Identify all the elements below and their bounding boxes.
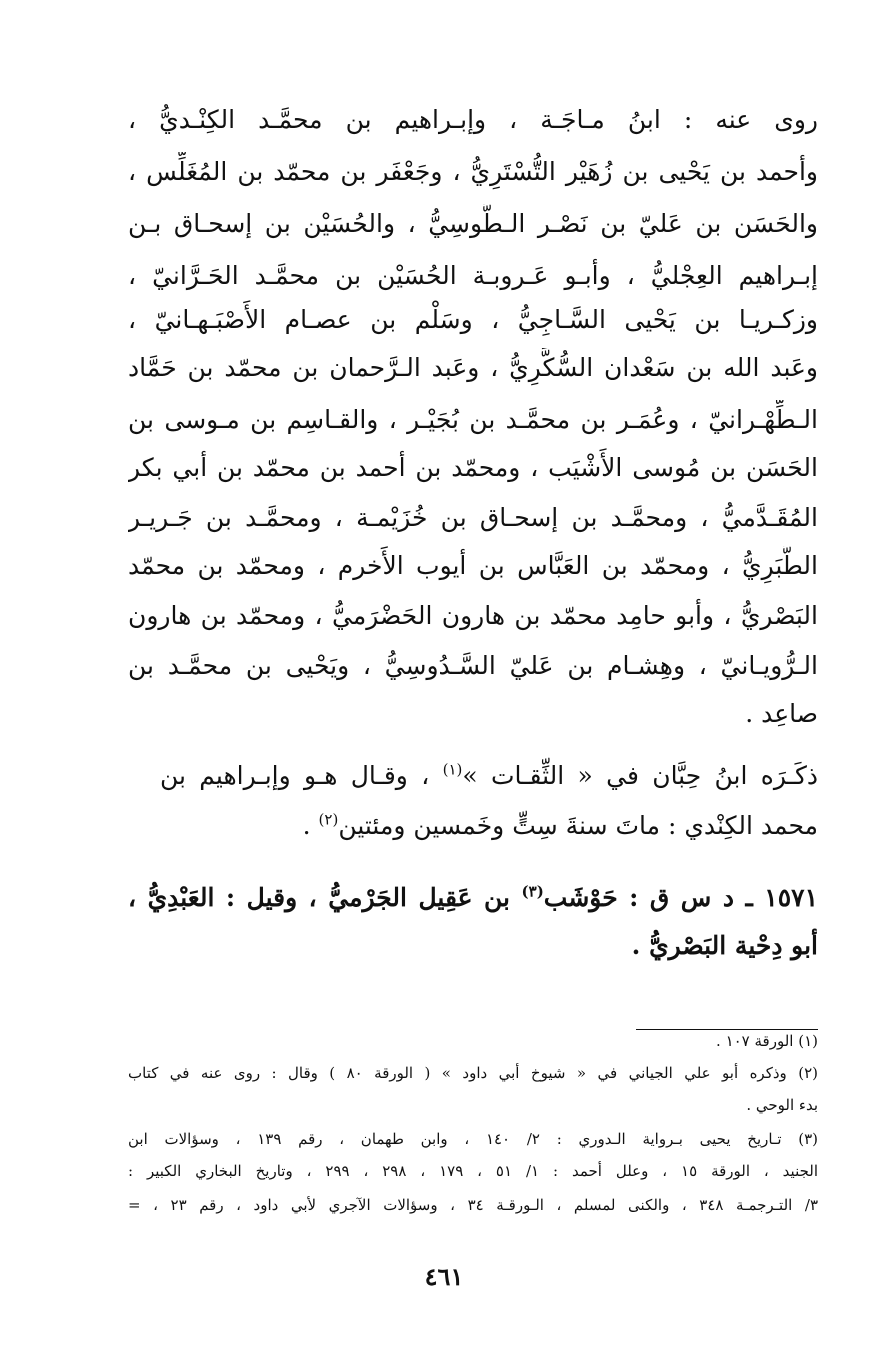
footnote-ref: (٣)	[521, 882, 544, 901]
footnote-line: (٣) تـاريخ يحيى بـرواية الـدوري : ٢/ ١٤٠ ، وابن طهمان ، رقم ١٣٩ ، وسؤالات ابن	[128, 1130, 818, 1148]
text-line: وأحمد بن يَحْيى بن زُهَيْر التُّسْتَرِيُّ ، وجَعْفَر بن محمّد بن المُغَلِّس ،	[128, 157, 818, 186]
text-line: البَصْريُّ ، وأبو حامِد محمّد بن هارون الحَضْرَميُّ ، ومحمّد بن هارون	[128, 601, 818, 630]
text-line: إبـراهيم العِجْليُّ ، وأبـو عَـروبـة الحُسَيْن بن محمَّـد الحَـرَّانيّ ،	[128, 261, 818, 290]
entry-number: ١٥٧١ ـ د س ق : حَوْشَب	[543, 883, 818, 912]
text-segment: ذكَـرَه ابنُ حِبَّان في « الثِّقـات »	[462, 761, 818, 790]
text-line: الـطِّهْـرانيّ ، وعُمَـر بن محمَّـد بن بُجَيْـر ، والقـاسِم بن مـوسى بن	[128, 405, 818, 434]
text-line: وزكـريـا بن يَحْيى السَّـاجِيُّ ، وسَلْم بن عصـام الأَصْبَـهـانيّ ،	[128, 305, 818, 334]
footnote-ref: (٢)	[318, 810, 339, 829]
text-segment: .	[302, 811, 311, 840]
text-line: والحَسَن بن عَليّ بن نَصْـر الـطُّوسِيُّ ، والحُسَيْن بن إسحـاق بـن	[128, 209, 818, 238]
footnote-line: ٣/ التـرجمـة ٣٤٨ ، والكنى لمسلم ، الـورقـة ٣٤ ، وسؤالات الآجري لأبي داود ، رقم ٢٣ ، =	[128, 1196, 818, 1214]
footnote-line: بدء الوحي .	[746, 1096, 818, 1114]
footnote-line: (٢) وذكره أبو علي الجياني في « شيوخ أبي داود » ( الورقة ٨٠ ) وقال : روى عنه في كتاب	[128, 1064, 818, 1082]
text-line: الـرُّويـانيّ ، وهِشـام بن عَليّ السَّـدُوسِيُّ ، ويَحْيى بن محمَّـد بن	[128, 651, 818, 680]
text-segment: محمد الكِنْدي : ماتَ سنةَ سِتٍّ وخَمسين ومئتين	[338, 811, 818, 840]
page-number: ٤٦١	[424, 1262, 464, 1291]
entry-heading-line: أبو دِحْية البَصْريُّ .	[631, 931, 818, 960]
footnote-line: الجنيد ، الورقة ١٥ ، وعلل أحمد : ١/ ٥١ ، ١٧٩ ، ٢٩٨ ، ٢٩٩ ، وتاريخ البخاري الكبير :	[128, 1162, 818, 1180]
text-line: الطَّبَرِيُّ ، ومحمّد بن العَبَّاس بن أيوب الأَخرم ، ومحمّد بن محمّد	[128, 551, 818, 580]
text-line: المُقَـدَّميُّ ، ومحمَّـد بن إسحـاق بن خُزَيْمـة ، ومحمَّـد بن جَـريـر	[128, 503, 818, 532]
text-segment: بن عَقِيل الجَرْميُّ ، وقيل : العَبْدِيُّ ،	[128, 883, 510, 912]
text-line	[128, 806, 818, 850]
text-line: وعَبد الله بن سَعْدان السُّكَّرِيُّ ، وعَبد الـرَّحمان بن محمّد بن حَمَّاد	[128, 353, 818, 382]
text-segment: ، وقـال هـو وإبـراهيم بن	[160, 761, 430, 790]
text-line: روى عنه : ابنُ مـاجَـة ، وإبـراهيم بن محمَّـد الكِنْـديُّ ،	[128, 105, 818, 134]
footnote-line: (١) الورقة ١٠٧ .	[716, 1032, 818, 1050]
text-line	[160, 756, 818, 800]
entry-heading-line	[128, 878, 818, 922]
text-line: الحَسَن بن مُوسى الأَشْيَب ، ومحمّد بن أحمد بن محمّد بن أبي بكر	[128, 453, 818, 482]
footnote-ref: (١)	[442, 760, 463, 779]
text-line: صاعِد .	[745, 699, 818, 728]
